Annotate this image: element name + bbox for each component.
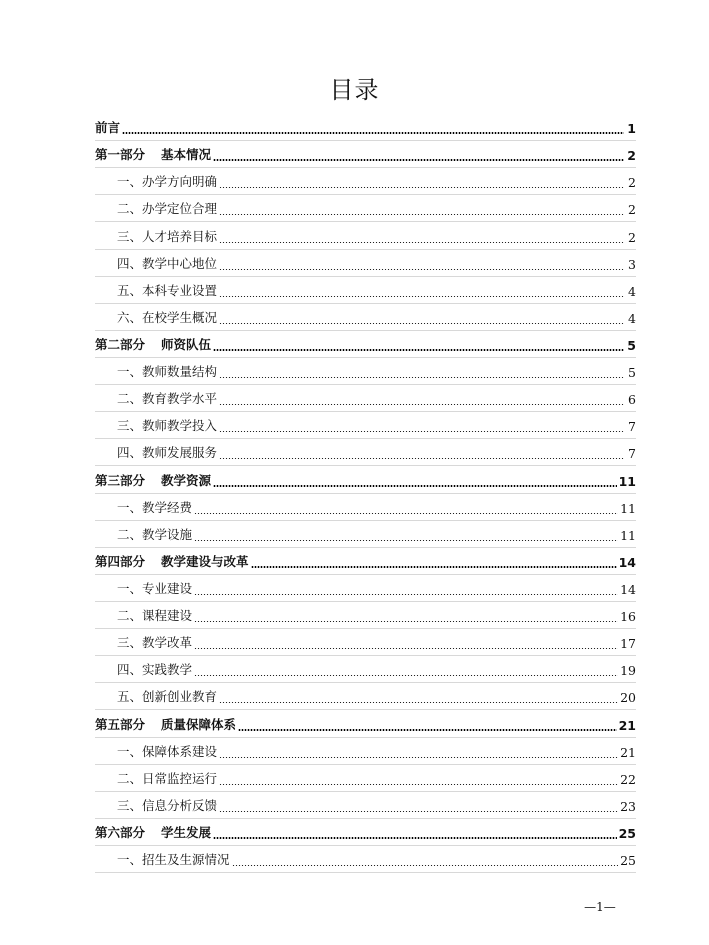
- toc-entry-title: 第二部分: [95, 336, 146, 352]
- toc-entry-label: [95, 335, 211, 353]
- toc-entry-title: 第五部分: [95, 716, 146, 732]
- toc-entry-label: [117, 769, 217, 787]
- toc-entry-label: [117, 227, 217, 245]
- toc-page-number: 2: [628, 202, 636, 218]
- toc-subsection-entry[interactable]: [95, 439, 636, 466]
- dot-leader: [219, 784, 618, 785]
- dot-leader: [219, 242, 624, 243]
- toc-entry-label: [117, 389, 217, 407]
- toc-subsection-entry[interactable]: [95, 250, 636, 277]
- toc-subsection-entry[interactable]: [95, 846, 636, 873]
- toc-entry-title: 二、日常监控运行: [117, 770, 218, 786]
- dot-leader: [219, 404, 624, 405]
- toc-entry-label: [117, 281, 217, 299]
- toc-section-entry[interactable]: [95, 710, 636, 737]
- toc-page-number: 11: [620, 500, 636, 516]
- toc-entry-label: [117, 796, 217, 814]
- toc-page-number: 2: [628, 175, 636, 191]
- toc-entry-title: 四、教学中心地位: [117, 255, 218, 271]
- toc-entry-title: 一、保障体系建设: [117, 743, 218, 759]
- toc-subsection-entry[interactable]: [95, 412, 636, 439]
- toc-entry-heading: 教学资源: [161, 472, 212, 488]
- toc-entry-label: [117, 606, 192, 624]
- toc-subsection-entry[interactable]: [95, 494, 636, 521]
- dot-leader: [219, 702, 618, 703]
- toc-subsection-entry[interactable]: [95, 792, 636, 819]
- toc-section-entry[interactable]: [95, 114, 636, 141]
- toc-entry-title: 第四部分: [95, 553, 146, 569]
- dot-leader: [251, 566, 617, 568]
- dot-leader: [213, 349, 624, 351]
- dot-leader: [213, 485, 617, 487]
- toc-entry-title: 二、办学定位合理: [117, 201, 218, 217]
- toc-page-number: 2: [627, 148, 636, 164]
- toc-entry-label: [117, 308, 217, 326]
- toc-entry-label: [117, 362, 217, 380]
- toc-page-number: 5: [627, 337, 636, 353]
- toc-subsection-entry[interactable]: [95, 277, 636, 304]
- toc-entry-title: 五、创新创业教育: [117, 689, 218, 705]
- toc-page-number: 4: [628, 310, 636, 326]
- toc-section-entry[interactable]: [95, 331, 636, 358]
- toc-entry-label: [117, 742, 217, 760]
- toc-section-entry[interactable]: [95, 548, 636, 575]
- toc-subsection-entry[interactable]: [95, 629, 636, 656]
- toc-entry-label: [117, 443, 217, 461]
- toc-entry-label: [117, 254, 217, 272]
- toc-entry-title: 一、招生及生源情况: [117, 852, 230, 868]
- dot-leader: [194, 513, 618, 514]
- dot-leader: [219, 323, 624, 324]
- toc-entry-label: [95, 823, 211, 841]
- dot-leader: [194, 675, 618, 676]
- dot-leader: [194, 594, 618, 595]
- toc-entry-title: 四、教师发展服务: [117, 445, 218, 461]
- dot-leader: [219, 269, 624, 270]
- dot-leader: [194, 648, 618, 649]
- toc-entry-label: [117, 199, 217, 217]
- toc-entry-heading: 学生发展: [161, 824, 212, 840]
- toc-entry-heading: 基本情况: [161, 147, 212, 163]
- page-number-footer: —1—: [584, 900, 616, 914]
- toc-subsection-entry[interactable]: [95, 683, 636, 710]
- toc-subsection-entry[interactable]: [95, 738, 636, 765]
- page-title: 目录: [329, 76, 380, 104]
- toc-entry-heading: 师资队伍: [161, 336, 212, 352]
- toc-entry-label: [117, 498, 192, 516]
- toc-entry-title: 三、人才培养目标: [117, 228, 218, 244]
- dot-leader: [194, 621, 618, 622]
- toc-subsection-entry[interactable]: [95, 385, 636, 412]
- toc-page-number: 21: [618, 717, 636, 733]
- toc-entry-title: 三、信息分析反馈: [117, 797, 218, 813]
- toc-section-entry[interactable]: [95, 141, 636, 168]
- toc-page-number: 7: [628, 446, 636, 462]
- toc-page-number: 1: [627, 121, 636, 137]
- dot-leader: [238, 729, 617, 731]
- toc-entry-label: [117, 633, 192, 651]
- toc-entry-title: 二、课程建设: [117, 608, 193, 624]
- dot-leader: [219, 187, 624, 188]
- toc-entry-title: 三、教师教学投入: [117, 418, 218, 434]
- dot-leader: [219, 458, 624, 459]
- dot-leader: [219, 757, 618, 758]
- toc-entry-title: 六、在校学生概况: [117, 309, 218, 325]
- toc-entry-title: 第六部分: [95, 824, 146, 840]
- dot-leader: [122, 132, 624, 134]
- toc-page-number: 14: [618, 554, 636, 570]
- toc-subsection-entry[interactable]: [95, 575, 636, 602]
- table-of-contents: [95, 114, 636, 873]
- toc-page-number: 16: [620, 609, 636, 625]
- toc-subsection-entry[interactable]: [95, 168, 636, 195]
- dot-leader: [213, 159, 624, 161]
- toc-subsection-entry[interactable]: [95, 358, 636, 385]
- toc-subsection-entry[interactable]: [95, 304, 636, 331]
- dot-leader: [219, 214, 624, 215]
- toc-entry-label: [117, 525, 192, 543]
- toc-page-number: 5: [628, 365, 636, 381]
- toc-subsection-entry[interactable]: [95, 222, 636, 249]
- toc-entry-label: [95, 471, 211, 489]
- toc-entry-label: [117, 850, 230, 868]
- toc-page-number: 25: [620, 853, 636, 869]
- toc-entry-label: [95, 715, 236, 733]
- toc-page-number: 4: [628, 283, 636, 299]
- toc-entry-heading: 质量保障体系: [161, 716, 237, 732]
- toc-entry-label: [117, 579, 192, 597]
- toc-subsection-entry[interactable]: [95, 521, 636, 548]
- toc-page-number: 6: [628, 392, 636, 408]
- toc-entry-label: [117, 660, 192, 678]
- toc-entry-heading: 教学建设与改革: [161, 553, 249, 569]
- toc-entry-title: 四、实践教学: [117, 662, 193, 678]
- toc-page-number: 23: [620, 798, 636, 814]
- toc-entry-title: 一、专业建设: [117, 580, 193, 596]
- dot-leader: [219, 811, 618, 812]
- toc-page-number: 22: [620, 771, 636, 787]
- toc-entry-title: 三、教学改革: [117, 635, 193, 651]
- toc-entry-title: 二、教育教学水平: [117, 391, 218, 407]
- toc-page-number: 17: [620, 636, 636, 652]
- toc-entry-title: 一、教学经费: [117, 499, 193, 515]
- toc-page-number: 11: [620, 527, 636, 543]
- toc-entry-title: 一、办学方向明确: [117, 174, 218, 190]
- toc-page-number: 19: [620, 663, 636, 679]
- toc-page-number: 25: [618, 825, 636, 841]
- toc-entry-title: 五、本科专业设置: [117, 282, 218, 298]
- dot-leader: [219, 431, 624, 432]
- dot-leader: [194, 540, 618, 541]
- toc-subsection-entry[interactable]: [95, 602, 636, 629]
- toc-page-number: 21: [620, 744, 636, 760]
- toc-page-number: 7: [628, 419, 636, 435]
- toc-page-number: 20: [620, 690, 636, 706]
- toc-subsection-entry[interactable]: [95, 195, 636, 222]
- toc-page-number: 2: [628, 229, 636, 245]
- toc-entry-label: [95, 118, 120, 136]
- dot-leader: [219, 296, 624, 297]
- toc-entry-label: [117, 416, 217, 434]
- toc-page-number: 14: [620, 581, 636, 597]
- toc-entry-title: 一、教师数量结构: [117, 364, 218, 380]
- toc-page-number: 11: [618, 473, 636, 489]
- toc-entry-label: [117, 172, 217, 190]
- toc-entry-title: 第一部分: [95, 147, 146, 163]
- dot-leader: [232, 865, 619, 866]
- toc-section-entry[interactable]: [95, 819, 636, 846]
- toc-section-entry[interactable]: [95, 466, 636, 493]
- toc-entry-label: [117, 687, 217, 705]
- dot-leader: [213, 837, 617, 839]
- toc-entry-title: 第三部分: [95, 472, 146, 488]
- toc-page-number: 3: [628, 256, 636, 272]
- toc-entry-label: [95, 552, 249, 570]
- toc-subsection-entry[interactable]: [95, 656, 636, 683]
- dot-leader: [219, 377, 624, 378]
- toc-entry-title: 前言: [95, 120, 121, 136]
- toc-entry-label: [95, 145, 211, 163]
- toc-subsection-entry[interactable]: [95, 765, 636, 792]
- toc-entry-title: 二、教学设施: [117, 526, 193, 542]
